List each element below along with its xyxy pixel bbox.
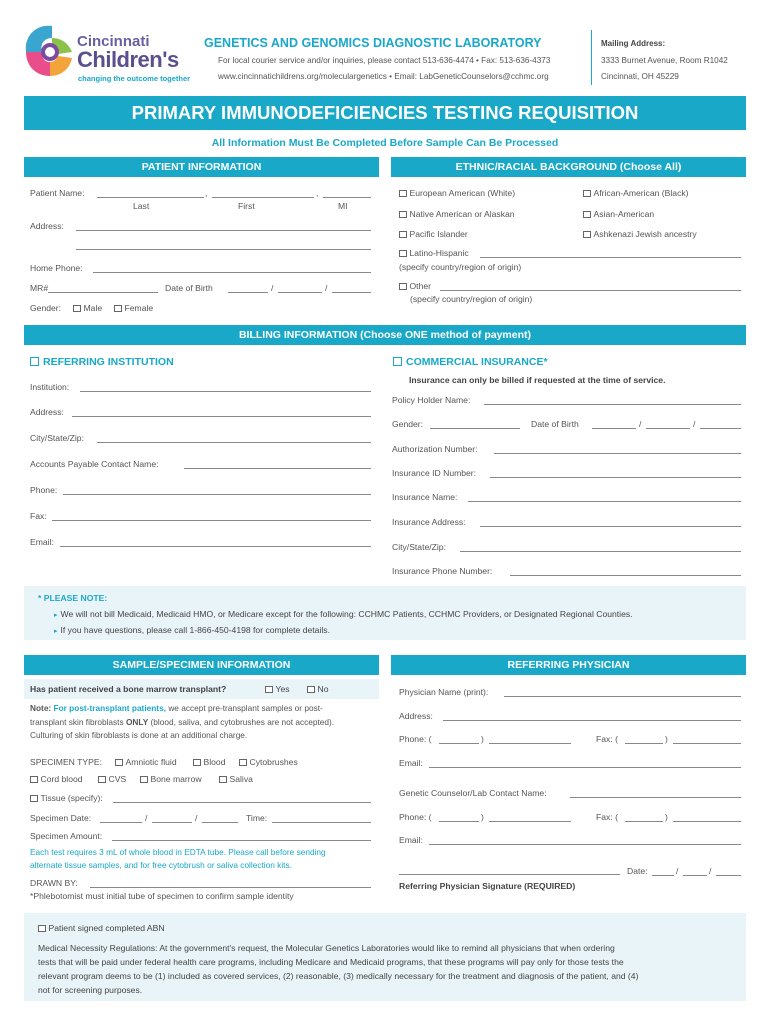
time-field[interactable] (272, 822, 371, 823)
ref-email-field[interactable] (60, 546, 371, 547)
ins-dob-label: Date of Birth (531, 419, 579, 429)
ethnic-latino-option[interactable] (399, 248, 469, 258)
ins-dob-day[interactable] (646, 428, 690, 429)
billing-header (24, 325, 746, 345)
bmt-question: Has patient received a bone marrow transplant? (30, 684, 227, 694)
amount-note-line1: Each test requires 3 mL of whole blood in EDTA tube. Please call before sending (30, 847, 326, 857)
physician-name-label: Physician Name (print): (399, 687, 489, 697)
amount-note (30, 846, 326, 872)
slash: / (145, 813, 148, 823)
counselor-phone-area[interactable] (439, 821, 479, 822)
note-highlight: For post-transplant patients, (53, 703, 166, 713)
necessity-line4: not for screening purposes. (38, 985, 143, 995)
comma-sep: , (205, 188, 208, 198)
mi-caption: MI (338, 201, 348, 211)
checkbox[interactable] (399, 211, 407, 219)
ins-id-label: Insurance ID Number: (392, 468, 477, 478)
necessity-line1: Medical Necessity Regulations: At the government's request, the Molecular Genetics Laboratories would like to remind all physicians that when ordering (38, 943, 615, 953)
specimen-amount-label: Specimen Amount: (30, 831, 103, 841)
patient-first-field[interactable] (212, 197, 314, 198)
auth-number-field[interactable] (494, 453, 741, 454)
ethnic-header-text: ETHNIC/RACIAL BACKGROUND (Choose All) (455, 161, 682, 173)
ref-phone-label: Phone: (30, 485, 58, 495)
home-phone-field[interactable] (93, 272, 371, 273)
gender-label: Gender: (30, 303, 62, 313)
logo-mark-icon (22, 22, 74, 80)
patient-name-label: Patient Name: (30, 188, 85, 198)
bullet-icon: ▸ (54, 612, 58, 619)
gender-male-option[interactable] (73, 303, 102, 313)
note-only: ONLY (125, 716, 149, 727)
slash: / (693, 419, 696, 429)
patient-dob-label: Date of Birth (165, 283, 213, 293)
ins-name-label: Insurance Name: (392, 492, 458, 502)
abn-label: Patient signed completed ABN (48, 923, 165, 933)
contact-line1: For local courier service and/or inquiries, please contact 513-636-4474 • Fax: 513-636-4373 (218, 56, 551, 65)
contact-line2: www.cincinnatichildrens.org/moleculargenetics • Email: LabGeneticCounselors@cchmc.org (218, 72, 549, 81)
ap-contact-field[interactable] (184, 468, 371, 469)
ethnic-ashkenazi-option[interactable] (583, 229, 697, 239)
specimen-saliva-option[interactable] (219, 774, 253, 784)
note-title: * PLEASE NOTE: (38, 593, 108, 603)
ethnic-african-option[interactable] (583, 188, 689, 198)
ins-phone-field[interactable] (510, 575, 741, 576)
dob-day-field[interactable] (278, 292, 322, 293)
address-field-1[interactable] (76, 230, 371, 231)
physician-phone-field[interactable] (489, 743, 571, 744)
note-line2-text: If you have questions, please call 1-866-450-4198 for complete details. (60, 625, 330, 635)
checkbox[interactable] (140, 776, 148, 784)
ethnic-header (391, 157, 746, 177)
checkbox[interactable] (98, 776, 106, 784)
page-subtitle: All Information Must Be Completed Before Sample Can Be Processed (211, 137, 559, 149)
cvs-label: CVS (108, 774, 127, 784)
sample-header (24, 655, 379, 675)
header-divider (591, 30, 592, 85)
sample-header-text: SAMPLE/SPECIMEN INFORMATION (112, 659, 291, 671)
checkbox[interactable] (73, 305, 81, 313)
billing-header-text: BILLING INFORMATION (Choose ONE method of payment) (238, 329, 532, 341)
ethnic-native-option[interactable] (399, 209, 515, 219)
counselor-phone-field[interactable] (489, 821, 571, 822)
ins-gender-label: Gender: (392, 419, 424, 429)
checkbox[interactable] (193, 759, 201, 767)
physician-header-text: REFERRING PHYSICIAN (507, 659, 630, 671)
counselor-fax-label: Fax: ( (596, 812, 618, 822)
logo-tagline: changing the outcome together (78, 74, 191, 83)
tissue-label: Tissue (specify): (40, 793, 103, 803)
ethnic-other-option[interactable] (399, 281, 431, 291)
ref-city-field[interactable] (97, 442, 371, 443)
ashkenazi-label: Ashkenazi Jewish ancestry (593, 229, 697, 239)
note-text2a: transplant skin fibroblasts (30, 716, 124, 727)
checkbox[interactable] (239, 759, 247, 767)
bmt-note-line1 (30, 702, 334, 716)
physician-name-field[interactable] (504, 696, 741, 697)
policy-holder-field[interactable] (484, 404, 741, 405)
african-label: African-American (Black) (593, 188, 689, 198)
bmt-note-line3: Culturing of skin fibroblasts is done at an additional charge. (30, 730, 248, 740)
tissue-field[interactable] (113, 802, 371, 803)
necessity-line2: tests that will be paid under federal health care programs, including Medicare and Medicaid programs, that these programs will pay only for those tests the (38, 957, 624, 967)
checkbox[interactable] (583, 231, 591, 239)
blood-label: Blood (203, 757, 226, 767)
note-box (24, 586, 746, 640)
specimen-date-month[interactable] (100, 822, 142, 823)
phlebotomist-note: *Phlebotomist must initial tube of specimen to confirm sample identity (30, 891, 294, 901)
cord-label: Cord blood (40, 774, 83, 784)
ref-fax-label: Fax: (30, 511, 47, 521)
commercial-note: Insurance can only be billed if requested at the time of service. (409, 375, 666, 385)
paren: ) (665, 812, 668, 822)
specimen-type-label: SPECIMEN TYPE: (30, 757, 102, 767)
sig-date-day[interactable] (683, 875, 707, 876)
checkbox[interactable] (393, 357, 402, 366)
footer-box (24, 913, 746, 1001)
mailing-label: Mailing Address: (601, 39, 666, 48)
physician-fax-area[interactable] (625, 743, 663, 744)
specimen-date-label: Specimen Date: (30, 813, 92, 823)
ap-contact-label: Accounts Payable Contact Name: (30, 459, 159, 469)
ins-dob-year[interactable] (700, 428, 741, 429)
checkbox[interactable] (30, 357, 39, 366)
patient-info-header (24, 157, 379, 177)
latino-specify-field[interactable] (480, 257, 741, 258)
comma-sep: , (316, 188, 319, 198)
paren: ) (481, 812, 484, 822)
patient-last-field[interactable] (97, 197, 204, 198)
necessity-text (38, 941, 638, 997)
institution-field[interactable] (80, 391, 371, 392)
ref-phone-field[interactable] (63, 494, 371, 495)
bmt-yes-option[interactable] (265, 684, 290, 694)
other-note: (specify country/region of origin) (410, 294, 533, 304)
mailing-line2: Cincinnati, OH 45229 (601, 72, 679, 81)
time-label: Time: (246, 813, 268, 823)
counselor-phone-label: Phone: ( (399, 812, 432, 822)
ref-fax-field[interactable] (52, 520, 371, 521)
yes-label: Yes (275, 684, 290, 694)
counselor-email-field[interactable] (429, 844, 741, 845)
latino-label: Latino-Hispanic (409, 248, 469, 258)
referring-institution-option[interactable] (30, 356, 174, 368)
ins-phone-label: Insurance Phone Number: (392, 566, 493, 576)
asian-label: Asian-American (593, 209, 655, 219)
saliva-label: Saliva (229, 774, 253, 784)
ins-city-field[interactable] (460, 551, 741, 552)
page-title: PRIMARY IMMUNODEFICIENCIES TESTING REQUISITION (131, 102, 639, 123)
counselor-fax-field[interactable] (673, 821, 741, 822)
specimen-cvs-option[interactable] (98, 774, 126, 784)
checkbox[interactable] (38, 925, 46, 933)
commercial-insurance-option[interactable] (393, 356, 548, 368)
home-phone-label: Home Phone: (30, 263, 83, 273)
amniotic-label: Amniotic fluid (125, 757, 177, 767)
ref-address-label: Address: (30, 407, 64, 417)
male-label: Male (83, 303, 103, 313)
physician-email-label: Email: (399, 758, 423, 768)
specimen-amount-field[interactable] (112, 840, 371, 841)
patient-info-header-text: PATIENT INFORMATION (141, 161, 262, 173)
referring-institution-title: REFERRING INSTITUTION (43, 356, 174, 368)
ins-name-field[interactable] (468, 501, 741, 502)
bmt-note-line2 (30, 716, 334, 730)
mr-field[interactable] (48, 292, 158, 293)
specimen-cord-option[interactable] (30, 774, 83, 784)
slash: / (639, 419, 642, 429)
checkbox[interactable] (583, 211, 591, 219)
physician-address-field[interactable] (443, 720, 741, 721)
ethnic-asian-option[interactable] (583, 209, 654, 219)
checkbox[interactable] (219, 776, 227, 784)
last-caption: Last (133, 201, 150, 211)
specimen-date-year[interactable] (202, 822, 238, 823)
amount-note-line2: alternate tissue samples, and for free cytobrush or saliva collection kits. (30, 860, 292, 870)
note-line2 (54, 625, 330, 635)
native-label: Native American or Alaskan (409, 209, 515, 219)
signature-date-label: Date: (627, 866, 648, 876)
counselor-field[interactable] (570, 797, 741, 798)
no-label: No (317, 684, 329, 694)
ins-address-field[interactable] (480, 526, 741, 527)
checkbox[interactable] (30, 795, 38, 803)
drawn-by-label: DRAWN BY: (30, 878, 78, 888)
ethnic-european-option[interactable] (399, 188, 515, 198)
signature-label: Referring Physician Signature (REQUIRED) (399, 881, 576, 891)
ins-id-field[interactable] (490, 477, 741, 478)
checkbox[interactable] (399, 250, 407, 258)
drawn-by-field[interactable] (90, 887, 371, 888)
abn-option[interactable] (38, 923, 165, 933)
ethnic-pacific-option[interactable] (399, 229, 468, 239)
physician-phone-label: Phone: ( (399, 734, 432, 744)
address-label: Address: (30, 221, 64, 231)
european-label: European American (White) (409, 188, 516, 198)
mailing-line1: 3333 Burnet Avenue, Room R1042 (601, 56, 728, 65)
bmt-no-option[interactable] (307, 684, 329, 694)
patient-mi-field[interactable] (323, 197, 371, 198)
ins-gender-field[interactable] (430, 428, 520, 429)
slash: / (195, 813, 198, 823)
institution-label: Institution: (30, 382, 70, 392)
specimen-tissue-option[interactable] (30, 793, 103, 803)
checkbox[interactable] (399, 190, 407, 198)
checkbox[interactable] (115, 759, 123, 767)
physician-email-field[interactable] (429, 767, 741, 768)
slash: / (709, 866, 712, 876)
commercial-insurance-title: COMMERCIAL INSURANCE* (406, 356, 548, 368)
note-line1 (54, 609, 633, 619)
physician-fax-label: Fax: ( (596, 734, 618, 744)
paren: ) (665, 734, 668, 744)
note-text1: we accept pre-transplant samples or post- (168, 703, 323, 713)
cytobrushes-label: Cytobrushes (249, 757, 298, 767)
ref-city-label: City/State/Zip: (30, 433, 84, 443)
physician-phone-area[interactable] (439, 743, 479, 744)
checkbox[interactable] (583, 190, 591, 198)
logo (22, 22, 197, 82)
counselor-fax-area[interactable] (625, 821, 663, 822)
logo-line2: Children's (77, 47, 179, 72)
specimen-blood-option[interactable] (193, 757, 225, 767)
slash: / (325, 283, 328, 293)
latino-note: (specify country/region of origin) (399, 262, 522, 272)
note-text2b: (blood, saliva, and cytobrushes are not accepted). (150, 716, 335, 727)
physician-fax-field[interactable] (673, 743, 741, 744)
marrow-label: Bone marrow (150, 774, 202, 784)
slash: / (676, 866, 679, 876)
checkbox[interactable] (265, 686, 273, 694)
address-field-2[interactable] (76, 249, 371, 250)
ins-dob-month[interactable] (592, 428, 636, 429)
checkbox[interactable] (30, 776, 38, 784)
checkbox[interactable] (114, 305, 122, 313)
specimen-amniotic-option[interactable] (115, 757, 177, 767)
note-line1-text: We will not bill Medicaid, Medicaid HMO, or Medicare except for the following: CCHMC Patients, CCHMC Providers, or Designated Regional Counties. (60, 609, 633, 619)
gender-female-option[interactable] (114, 303, 153, 313)
ref-email-label: Email: (30, 537, 54, 547)
necessity-line3: relevant program deems to be (1) included as covered services, (2) reasonable, (3) medically necessary for the treatment and diagnosis of the patient, and (4) (38, 971, 639, 981)
counselor-label: Genetic Counselor/Lab Contact Name: (399, 788, 547, 798)
counselor-email-label: Email: (399, 835, 423, 845)
checkbox[interactable] (399, 231, 407, 239)
sig-date-month[interactable] (652, 875, 674, 876)
ins-address-label: Insurance Address: (392, 517, 466, 527)
auth-number-label: Authorization Number: (392, 444, 478, 454)
sig-date-year[interactable] (716, 875, 741, 876)
logo-line1: Cincinnati (77, 33, 150, 50)
specimen-marrow-option[interactable] (140, 774, 202, 784)
physician-header (391, 655, 746, 675)
slash: / (271, 283, 274, 293)
mr-label: MR# (30, 283, 49, 293)
ref-address-field[interactable] (72, 416, 371, 417)
paren: ) (481, 734, 484, 744)
policy-holder-label: Policy Holder Name: (392, 395, 471, 405)
bmt-note (30, 702, 334, 743)
ins-city-label: City/State/Zip: (392, 542, 446, 552)
dob-month-field[interactable] (228, 292, 268, 293)
dob-year-field[interactable] (332, 292, 371, 293)
note-label: Note: (30, 703, 52, 713)
specimen-cytobrushes-option[interactable] (239, 757, 298, 767)
specimen-date-day[interactable] (152, 822, 192, 823)
first-caption: First (238, 201, 255, 211)
signature-field[interactable] (399, 874, 620, 875)
female-label: Female (124, 303, 154, 313)
lab-title: GENETICS AND GENOMICS DIAGNOSTIC LABORATORY (204, 36, 542, 50)
other-specify-field[interactable] (440, 290, 741, 291)
pacific-label: Pacific Islander (409, 229, 468, 239)
physician-address-label: Address: (399, 711, 433, 721)
other-label: Other (409, 281, 431, 291)
bmt-row (24, 679, 379, 699)
checkbox[interactable] (307, 686, 315, 694)
checkbox[interactable] (399, 283, 407, 291)
bullet-icon: ▸ (54, 628, 58, 635)
title-banner (24, 96, 746, 130)
